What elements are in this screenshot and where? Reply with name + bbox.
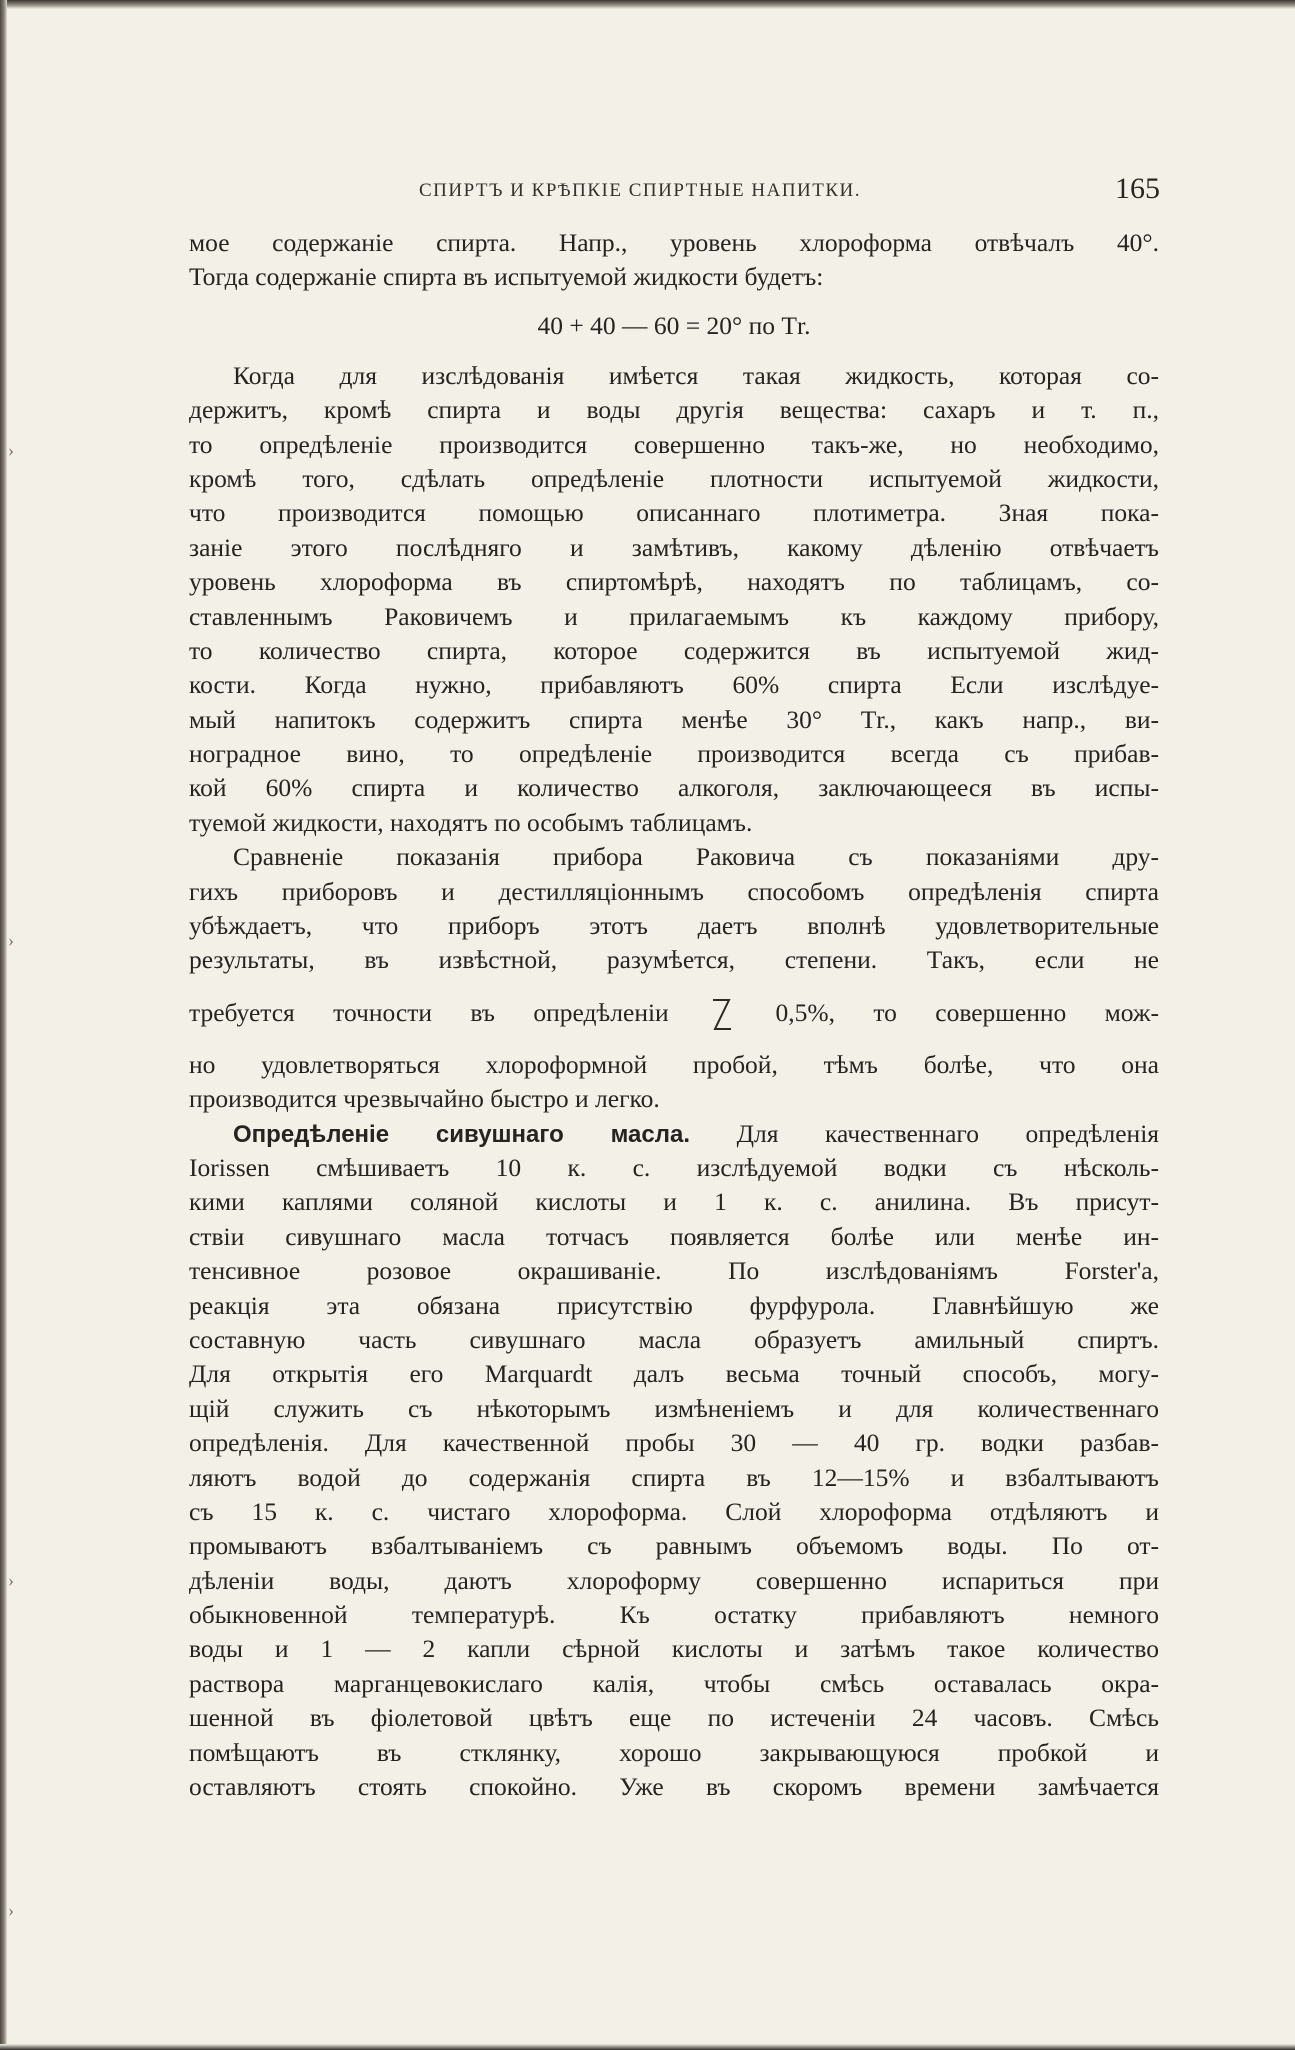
text-fragment: Для качественнаго опредѣленія	[736, 1118, 1160, 1148]
text-line: убѣждаетъ, что приборъ этотъ даетъ вполнѣ удовлетворительные	[189, 911, 1159, 941]
text-line: кой 60% спирта и количество алкоголя, заключающееся въ испы-	[189, 773, 1159, 803]
page-number: 165	[1115, 172, 1160, 205]
page-top-edge	[0, 0, 1295, 9]
margin-mark: ›	[8, 440, 14, 460]
margin-mark: ›	[8, 930, 14, 950]
page-bottom-edge	[0, 2044, 1295, 2050]
text-line: мое содержаніе спирта. Напр., уровень хлороформа отвѣчалъ 40°.	[189, 228, 1159, 257]
text-line: Для открытія его Marquardt далъ весьма точный способъ, могу-	[189, 1359, 1159, 1389]
text-line: ляютъ водой до содержанія спирта въ 12—15% и взбалтываютъ	[189, 1462, 1159, 1492]
formula: 40 + 40 — 60 = 20° по Тr.	[537, 310, 811, 340]
text-line: производится чрезвычайно быстро и легко.	[189, 1084, 660, 1114]
approx-symbol-icon	[707, 995, 737, 1035]
text-line: ноградное вино, то опредѣленіе производится всегда съ прибав-	[189, 739, 1159, 769]
text-line: реакція эта обязана присутствію фурфурола. Главнѣйшую же	[189, 1290, 1159, 1320]
text-line: промываютъ взбалтываніемъ съ равнымъ объемомъ воды. По от-	[189, 1531, 1159, 1561]
text-line: кости. Когда нужно, прибавляютъ 60% спирта Если изслѣдуе-	[189, 670, 1159, 700]
text-line: мый напитокъ содержитъ спирта менѣе 30° Тr., какъ напр., ви-	[189, 704, 1159, 734]
text-line: тенсивное розовое окрашиваніе. По изслѣдованіямъ Forster'а,	[189, 1256, 1159, 1286]
text-line: то количество спирта, которое содержится въ испытуемой жид-	[189, 635, 1159, 665]
text-line-with-heading	[189, 1117, 1159, 1151]
text-line: результаты, въ извѣстной, разумѣется, степени. Такъ, если не	[189, 945, 1159, 975]
text-line: съ 15 к. с. чистаго хлороформа. Слой хлороформа отдѣляютъ и	[189, 1496, 1159, 1526]
text-line: ствіи сивушнаго масла тотчасъ появляется болѣе или менѣе ин-	[189, 1221, 1159, 1251]
text-line: туемой жидкости, находятъ по особымъ таблицамъ.	[189, 807, 753, 837]
text-line: ставленнымъ Раковичемъ и прилагаемымъ къ каждому прибору,	[189, 601, 1159, 631]
text-line: заніе этого послѣдняго и замѣтивъ, какому дѣленію отвѣчаетъ	[189, 532, 1159, 562]
text-fragment: 0,5%, то совершенно мож-	[775, 997, 1160, 1027]
text-line: держитъ, кромѣ спирта и воды другія вещества: сахаръ и т. п.,	[189, 395, 1159, 425]
text-line: кромѣ того, сдѣлать опредѣленіе плотности испытуемой жидкости,	[189, 463, 1159, 493]
text-line: раствора марганцевокислаго калія, чтобы смѣсь оставалась окра-	[189, 1668, 1159, 1698]
text-line-with-symbol	[189, 978, 1159, 1048]
text-line: то опредѣленіе производится совершенно такъ-же, но необходимо,	[189, 429, 1159, 459]
text-line: гихъ приборовъ и дестилляціоннымъ способомъ опредѣленія спирта	[189, 876, 1159, 906]
text-line: дѣленіи воды, даютъ хлороформу совершенно испариться при	[189, 1565, 1159, 1595]
text-line: шенной въ фіолетовой цвѣтъ еще по истеченіи 24 часовъ. Смѣсь	[189, 1703, 1159, 1733]
page-header	[185, 172, 1160, 208]
text-line: щій служить съ нѣкоторымъ измѣненіемъ и для количественнаго	[189, 1393, 1159, 1423]
text-line: воды и 1 — 2 капли сѣрной кислоты и затѣмъ такое количество	[189, 1634, 1159, 1664]
text-line: составную часть сивушнаго масла образуетъ амильный спиртъ.	[189, 1324, 1159, 1354]
running-head: СПИРТЪ И КРѢПКІЕ СПИРТНЫЕ НАПИТКИ.	[419, 180, 862, 201]
margin-mark: ›	[8, 1570, 14, 1590]
text-line: Iorissen смѣшиваетъ 10 к. с. изслѣдуемой водки съ нѣсколь-	[189, 1152, 1159, 1182]
page-left-edge	[0, 0, 7, 2050]
body-text	[189, 226, 1159, 1804]
text-line: кими каплями соляной кислоты и 1 к. с. анилина. Въ присут-	[189, 1187, 1159, 1217]
text-line: что производится помощью описаннаго плотиметра. Зная пока-	[189, 498, 1159, 528]
text-line: уровень хлороформа въ спиртомѣрѣ, находятъ по таблицамъ, со-	[189, 567, 1159, 597]
margin-mark: ›	[8, 1900, 14, 1920]
text-line: опредѣленія. Для качественной пробы 30 — 40 гр. водки разбав-	[189, 1428, 1159, 1458]
text-line: обыкновенной температурѣ. Къ остатку прибавляютъ немного	[189, 1600, 1159, 1630]
text-fragment: требуется точности въ опредѣленіи	[189, 997, 669, 1027]
text-line: оставляютъ стоять спокойно. Уже въ скоромъ времени замѣчается	[189, 1772, 1159, 1802]
text-line: Тогда содержаніе спирта въ испытуемой жидкости будетъ:	[189, 262, 824, 292]
text-line: Когда для изслѣдованія имѣется такая жидкость, которая со-	[233, 360, 1159, 390]
section-heading: Опредѣленіе сивушнаго масла.	[233, 1120, 691, 1148]
text-line: помѣщаютъ въ стклянку, хорошо закрывающуюся пробкой и	[189, 1737, 1159, 1767]
text-line: Сравненіе показанія прибора Раковича съ показаніями дру-	[233, 842, 1159, 872]
text-line: но удовлетворяться хлороформной пробой, тѣмъ болѣе, что она	[189, 1049, 1159, 1079]
